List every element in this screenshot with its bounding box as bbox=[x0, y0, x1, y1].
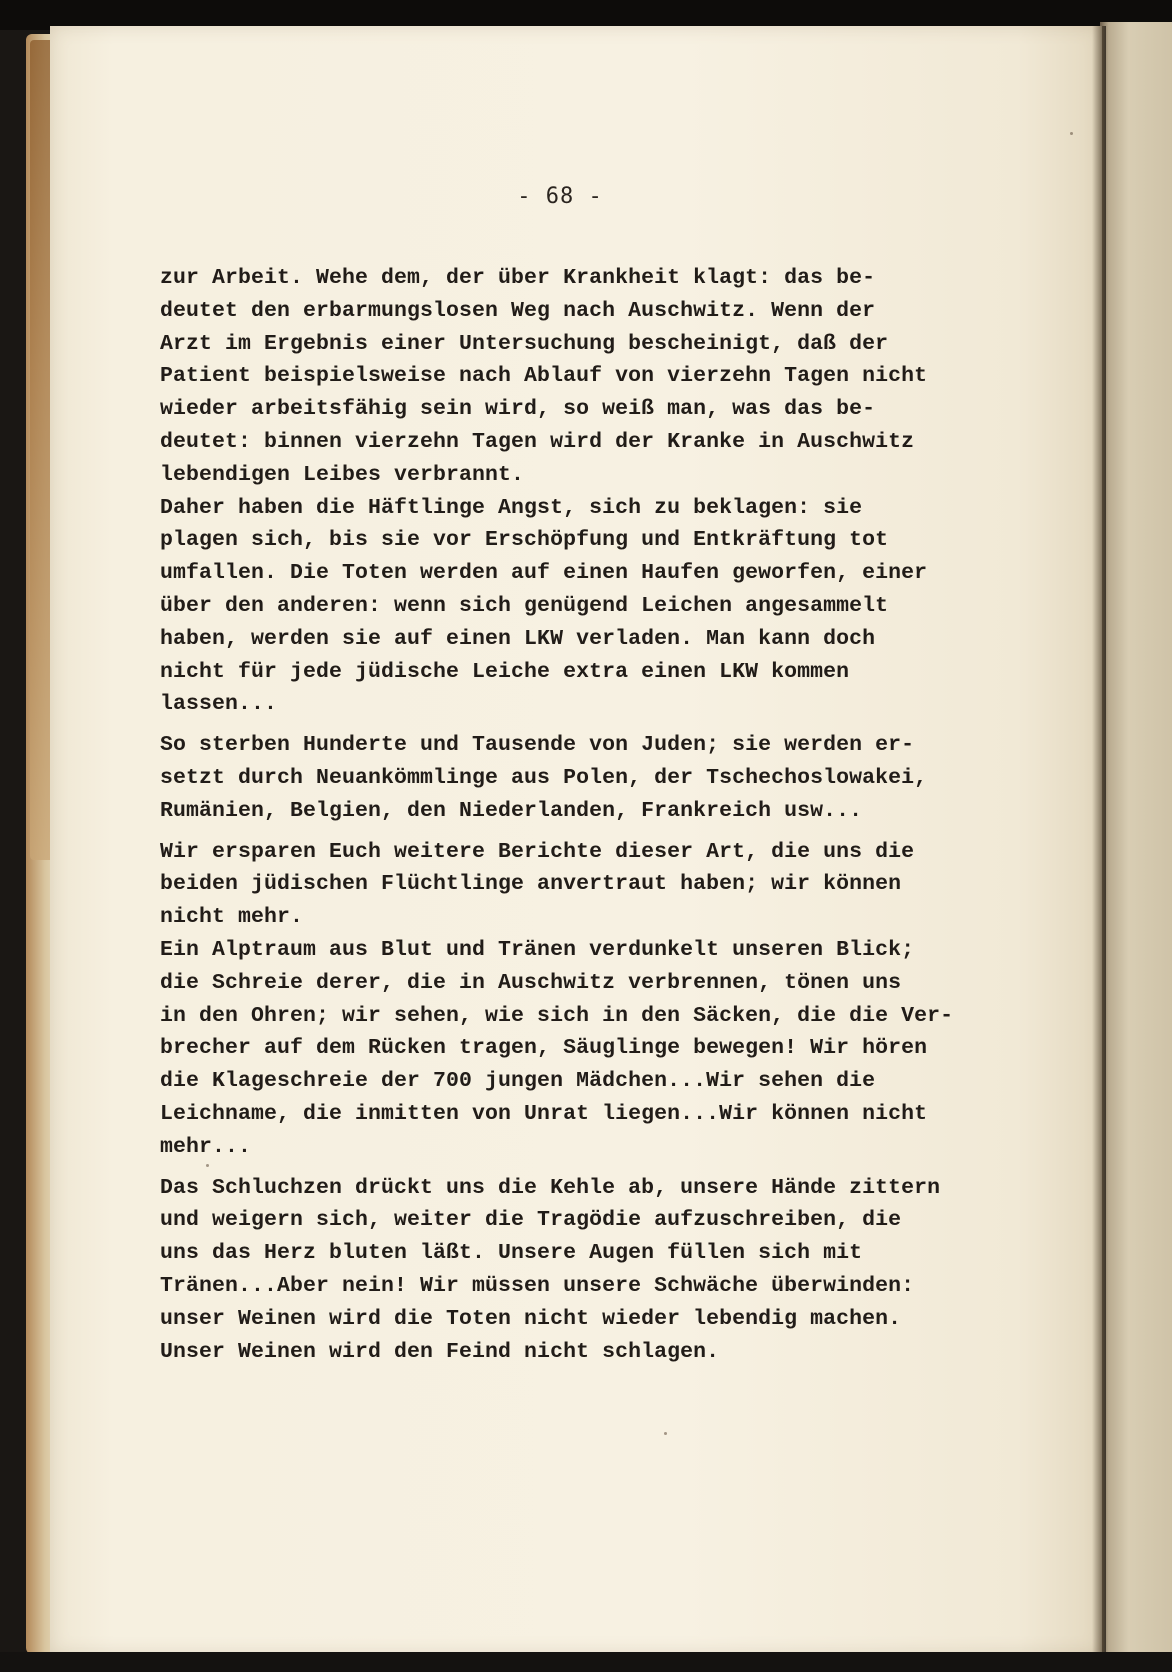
text-line: plagen sich, bis sie vor Erschöpfung und Entkräftung tot bbox=[160, 528, 889, 553]
paragraph bbox=[160, 492, 1030, 722]
paragraph bbox=[160, 729, 1030, 827]
text-line: deutet: binnen vierzehn Tagen wird der Kranke in Auschwitz bbox=[160, 429, 915, 454]
text-line: nicht mehr. bbox=[160, 905, 304, 930]
binding-shadow bbox=[1092, 26, 1106, 1654]
text-line: mehr... bbox=[160, 1134, 252, 1159]
text-line: Leichname, die inmitten von Unrat liegen...Wir können nicht bbox=[160, 1101, 928, 1126]
paragraph bbox=[160, 262, 1030, 492]
paragraph bbox=[160, 1172, 1030, 1369]
text-line: Wir ersparen Euch weitere Berichte dieser Art, die uns die bbox=[160, 839, 915, 864]
paragraph-gap bbox=[160, 828, 1030, 836]
paragraph-gap bbox=[160, 721, 1030, 729]
paragraph-gap bbox=[160, 1164, 1030, 1172]
text-line: Unser Weinen wird den Feind nicht schlagen. bbox=[160, 1339, 720, 1364]
text-line: So sterben Hunderte und Tausende von Juden; sie werden er- bbox=[160, 733, 915, 758]
paragraph bbox=[160, 836, 1030, 934]
text-line: zur Arbeit. Wehe dem, der über Krankheit klagt: das be- bbox=[160, 266, 876, 290]
text-line: lassen... bbox=[160, 692, 278, 717]
text-line: setzt durch Neuankömmlinge aus Polen, der Tschechoslowakei, bbox=[160, 765, 928, 790]
text-line: Das Schluchzen drückt uns die Kehle ab, unsere Hände zittern bbox=[160, 1175, 941, 1200]
text-line: die Schreie derer, die in Auschwitz verbrennen, tönen uns bbox=[160, 970, 902, 995]
text-line: brecher auf dem Rücken tragen, Säuglinge bewegen! Wir hören bbox=[160, 1036, 928, 1061]
text-line: Tränen...Aber nein! Wir müssen unsere Schwäche überwinden: bbox=[160, 1273, 915, 1298]
paper-speck bbox=[1070, 132, 1073, 135]
text-line: über den anderen: wenn sich genügend Leichen angesammelt bbox=[160, 593, 889, 618]
text-line: wieder arbeitsfähig sein wird, so weiß man, was das be- bbox=[160, 397, 876, 422]
text-line: umfallen. Die Toten werden auf einen Haufen geworfen, einer bbox=[160, 561, 928, 586]
text-line: uns das Herz bluten läßt. Unsere Augen füllen sich mit bbox=[160, 1241, 863, 1266]
text-line: Rumänien, Belgien, den Niederlanden, Frankreich usw... bbox=[160, 798, 863, 823]
facing-page-edge bbox=[1100, 22, 1172, 1658]
text-line: unser Weinen wird die Toten nicht wieder lebendig machen. bbox=[160, 1306, 902, 1331]
scan-bottom-border bbox=[0, 1652, 1172, 1672]
text-line: in den Ohren; wir sehen, wie sich in den Säcken, die die Ver- bbox=[160, 1003, 954, 1028]
text-line: haben, werden sie auf einen LKW verladen. Man kann doch bbox=[160, 626, 876, 651]
paper-speck bbox=[664, 1432, 667, 1435]
text-line: und weigern sich, weiter die Tragödie aufzuschreiben, die bbox=[160, 1208, 902, 1233]
paper-speck bbox=[206, 1164, 209, 1167]
text-line: die Klageschreie der 700 jungen Mädchen...Wir sehen die bbox=[160, 1069, 876, 1094]
text-line: lebendigen Leibes verbrannt. bbox=[160, 462, 525, 487]
paragraph bbox=[160, 934, 1030, 1164]
text-line: Daher haben die Häftlinge Angst, sich zu beklagen: sie bbox=[160, 495, 863, 520]
text-line: Ein Alptraum aus Blut und Tränen verdunkelt unseren Blick; bbox=[160, 937, 915, 962]
body-text bbox=[160, 262, 1030, 1368]
text-line: deutet den erbarmungslosen Weg nach Auschwitz. Wenn der bbox=[160, 298, 876, 323]
text-line: Patient beispielsweise nach Ablauf von vierzehn Tagen nicht bbox=[160, 364, 928, 389]
text-line: nicht für jede jüdische Leiche extra einen LKW kommen bbox=[160, 659, 850, 684]
text-line: beiden jüdischen Flüchtlinge anvertraut haben; wir können bbox=[160, 872, 902, 897]
text-line: Arzt im Ergebnis einer Untersuchung bescheinigt, daß der bbox=[160, 331, 889, 356]
page-number: - 68 - bbox=[517, 184, 603, 209]
